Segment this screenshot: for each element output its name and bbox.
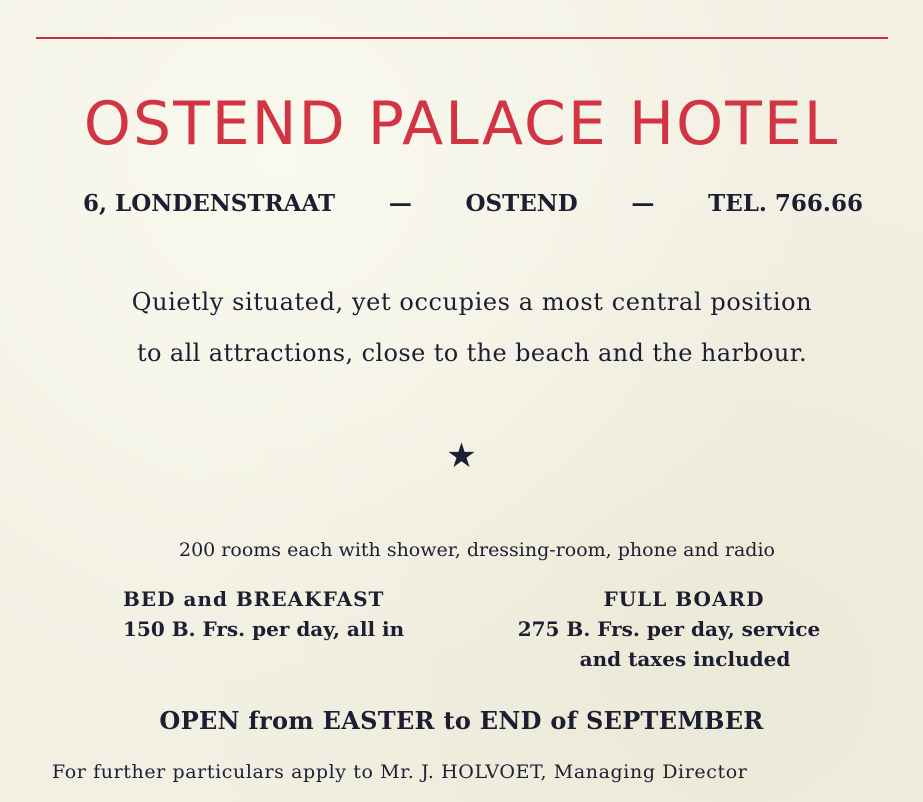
full-board-title: FULL BOARD bbox=[603, 587, 765, 611]
address-street: 6, LONDENSTRAAT bbox=[83, 190, 336, 217]
address-separator: — bbox=[388, 190, 412, 217]
address-telephone: TEL. 766.66 bbox=[708, 190, 863, 217]
rooms-info: 200 rooms each with shower, dressing-room, phone and radio bbox=[179, 539, 775, 561]
bed-breakfast-title: BED and BREAKFAST bbox=[123, 587, 385, 611]
full-board-price: 275 B. Frs. per day, service bbox=[517, 617, 821, 641]
address-line bbox=[83, 188, 863, 220]
contact-info: For further particulars apply to Mr. J. HOLVOET, Managing Director bbox=[52, 761, 748, 783]
description-line-2: to all attractions, close to the beach and the harbour. bbox=[136, 339, 808, 367]
address-city: OSTEND bbox=[465, 190, 578, 217]
bed-breakfast-price: 150 B. Frs. per day, all in bbox=[123, 617, 405, 641]
bed-breakfast-rate bbox=[123, 584, 404, 644]
top-rule bbox=[36, 37, 888, 39]
full-board-rate bbox=[500, 584, 838, 674]
description-line-1: Quietly situated, yet occupies a most central position bbox=[131, 288, 813, 316]
address-separator: — bbox=[631, 190, 655, 217]
season-dates: OPEN from EASTER to END of SEPTEMBER bbox=[159, 706, 764, 735]
full-board-price-note: and taxes included bbox=[579, 647, 791, 671]
star-icon: ★ bbox=[446, 436, 477, 476]
hotel-name: OSTEND PALACE HOTEL bbox=[83, 89, 840, 159]
